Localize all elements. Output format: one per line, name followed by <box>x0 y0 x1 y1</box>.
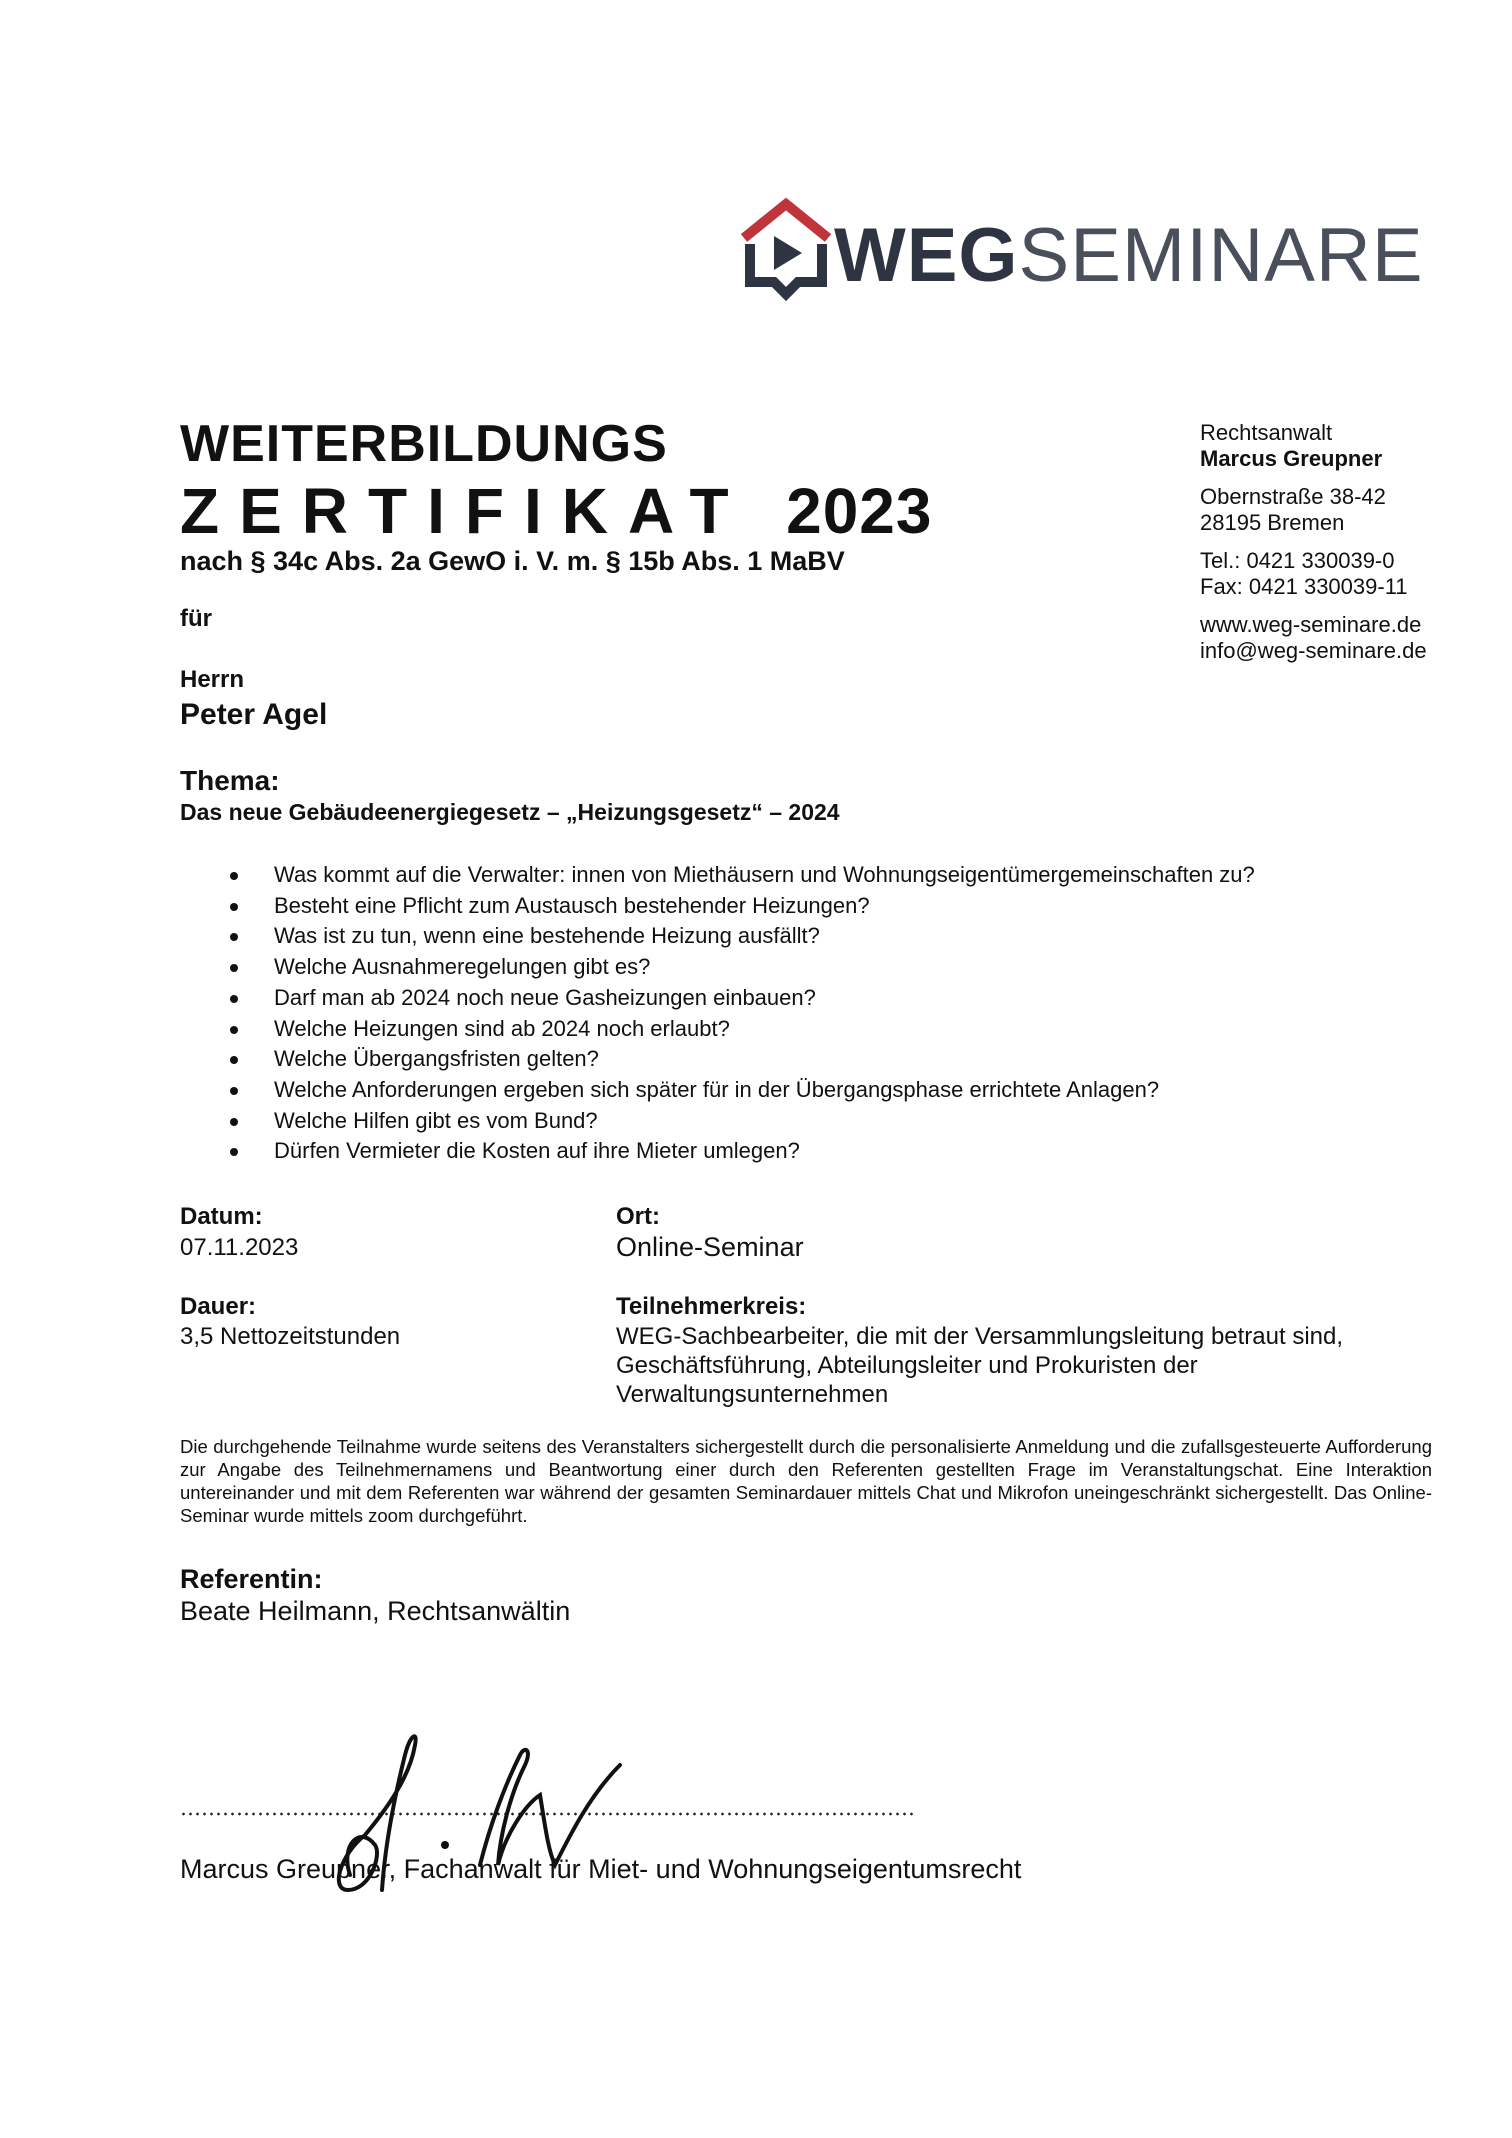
brand-light: SEMINARE <box>1018 213 1424 298</box>
participants-value: WEG-Sachbearbeiter, die mit der Versammlungsleitung betraut sind, Geschäftsführung, Abteilungsleiter und Prokuristen der Verwaltungsunternehmen <box>616 1323 1344 1408</box>
duration-label: Dauer: <box>180 1293 257 1320</box>
recipient-name: Peter Agel <box>180 698 328 731</box>
participants-label: Teilnehmerkreis: <box>616 1293 807 1320</box>
legal-basis: nach § 34c Abs. 2a GewO i. V. m. § 15b Abs. 1 MaBV <box>180 546 845 576</box>
list-item: Welche Übergangsfristen gelten? <box>228 1044 1255 1075</box>
participation-note <box>180 1435 1432 1527</box>
certificate-word: ZERTIFIKAT <box>180 475 749 547</box>
brand-name <box>834 208 1424 304</box>
topic-label: Thema: <box>180 765 280 796</box>
list-item: Was ist zu tun, wenn eine bestehende Heizung ausfällt? <box>228 921 1255 952</box>
address-role: Rechtsanwalt <box>1200 420 1333 445</box>
sender-address <box>1200 420 1427 664</box>
speaker-value: Beate Heilmann, Rechtsanwältin <box>180 1596 571 1626</box>
list-item: Dürfen Vermieter die Kosten auf ihre Mieter umlegen? <box>228 1136 1255 1167</box>
address-tel: Tel.: 0421 330039-0 <box>1200 548 1395 573</box>
list-item: Welche Anforderungen ergeben sich später für in der Übergangsphase errichtete Anlagen? <box>228 1075 1255 1106</box>
list-item: Was kommt auf die Verwalter: innen von Miethäusern und Wohnungseigentümergemeinschaften zu? <box>228 860 1255 891</box>
address-street: Obernstraße 38-42 <box>1200 484 1386 509</box>
topic-title: Das neue Gebäudeenergiegesetz – „Heizungsgesetz“ – 2024 <box>180 799 840 825</box>
address-email: info@weg-seminare.de <box>1200 638 1427 663</box>
address-web: www.weg-seminare.de <box>1200 612 1422 637</box>
note-text: Die durchgehende Teilnahme wurde seitens des Veranstalters sichergestellt durch die personalisierte Anmeldung und die zufallsgesteuerte Aufforderung zur Angabe des Teilnehmernamens und Beantwortung einer durch den Referenten gestellten Frage im Veranstaltungschat. Eine Interaktion untereinander und mit dem Referenten war während der gesamten Seminardauer mittels Chat und Mikrofon uneingeschränkt sichergestellt. Das Online-Seminar wurde mittels zoom durchgeführt. <box>180 1436 1432 1526</box>
house-play-icon <box>738 196 834 304</box>
duration-value: 3,5 Nettozeitstunden <box>180 1323 401 1350</box>
company-logo <box>738 196 1424 306</box>
certificate-year: 2023 <box>786 475 933 547</box>
signer-name: Marcus Greupner, Fachanwalt für Miet- und Wohnungseigentumsrecht <box>180 1854 1022 1884</box>
list-item: Welche Ausnahmeregelungen gibt es? <box>228 952 1255 983</box>
place-label: Ort: <box>616 1203 660 1230</box>
for-label: für <box>180 605 212 632</box>
address-city: 28195 Bremen <box>1200 510 1345 535</box>
list-item: Besteht eine Pflicht zum Austausch bestehender Heizungen? <box>228 891 1255 922</box>
list-item: Welche Heizungen sind ab 2024 noch erlaubt? <box>228 1014 1255 1045</box>
list-item: Welche Hilfen gibt es vom Bund? <box>228 1106 1255 1137</box>
speaker-label: Referentin: <box>180 1564 323 1594</box>
date-value: 07.11.2023 <box>180 1234 299 1261</box>
address-name: Marcus Greupner <box>1200 446 1383 471</box>
place-value: Online-Seminar <box>616 1232 804 1262</box>
certificate-title-line1: WEITERBILDUNGS <box>180 415 668 473</box>
recipient-salutation: Herrn <box>180 666 245 693</box>
brand-bold: WEG <box>834 213 1019 298</box>
topic-points-list <box>228 860 1255 1167</box>
list-item: Darf man ab 2024 noch neue Gasheizungen einbauen? <box>228 983 1255 1014</box>
date-label: Datum: <box>180 1203 263 1230</box>
certificate-title-line2 <box>180 474 932 548</box>
address-fax: Fax: 0421 330039-11 <box>1200 574 1408 599</box>
